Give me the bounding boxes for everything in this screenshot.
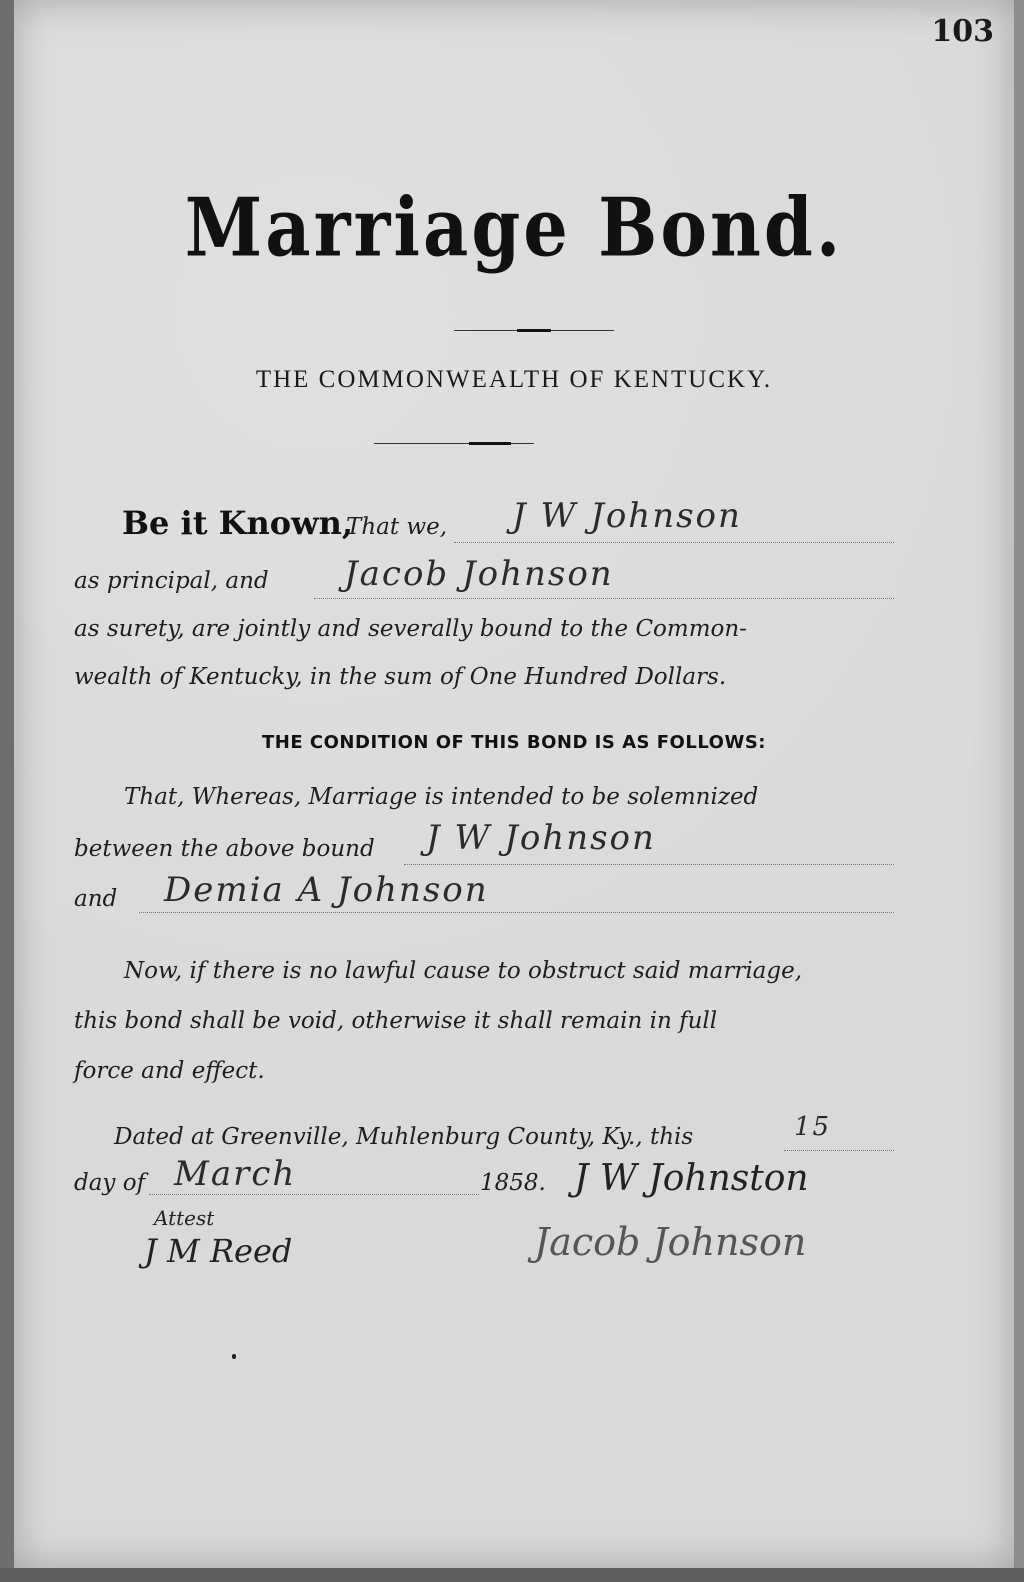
groom-name: J W Johnson <box>426 818 656 858</box>
condition-line-5: this bond shall be void, otherwise it shall remain in full <box>74 1008 718 1034</box>
principal-signature: J W Johnston <box>574 1158 809 1199</box>
be-it-known-heading: Be it Known, <box>122 504 353 542</box>
intro-line-4: wealth of Kentucky, in the sum of One Hundred Dollars. <box>74 664 727 690</box>
surety-line <box>314 598 894 599</box>
ornament-rule-bottom-center <box>469 442 511 445</box>
principal-line <box>454 542 894 543</box>
intro-line-3: as surety, are jointly and severally bound to the Common- <box>74 616 747 642</box>
condition-line-4: Now, if there is no lawful cause to obstruct said marriage, <box>124 958 803 984</box>
ink-speck <box>232 1354 236 1359</box>
document-page <box>14 0 1014 1568</box>
principal-name: J W Johnson <box>512 496 742 536</box>
condition-heading: THE CONDITION OF THIS BOND IS AS FOLLOWS: <box>262 732 766 753</box>
page-number: 103 <box>931 14 994 49</box>
clerk-note: Attest <box>154 1206 215 1230</box>
ornament-rule-top-center <box>517 329 551 332</box>
day-line <box>784 1150 894 1151</box>
surety-signature: Jacob Johnson <box>534 1220 807 1264</box>
commonwealth-heading: THE COMMONWEALTH OF KENTUCKY. <box>255 366 773 393</box>
surety-name: Jacob Johnson <box>344 554 614 594</box>
and-label: and <box>74 886 118 912</box>
scan-left-edge <box>0 0 14 1582</box>
day-of-label: day of <box>74 1170 146 1196</box>
that-we-text: That we, <box>346 514 448 540</box>
between-label: between the above bound <box>74 836 375 862</box>
dated-month: March <box>174 1154 297 1194</box>
condition-line-6: force and effect. <box>74 1058 265 1084</box>
as-principal-text: as principal, and <box>74 568 269 594</box>
dated-day: 15 <box>794 1112 832 1142</box>
dated-line: Dated at Greenville, Muhlenburg County, Ky., this <box>114 1124 694 1150</box>
document-title: Marriage Bond. <box>184 179 844 276</box>
groom-line <box>404 864 894 865</box>
month-line <box>149 1194 479 1195</box>
dated-year: 1858. <box>480 1170 546 1196</box>
condition-line-1: That, Whereas, Marriage is intended to be solemnized <box>124 784 759 810</box>
clerk-signature: J M Reed <box>144 1232 293 1270</box>
bride-line <box>139 912 894 913</box>
bride-name: Demia A Johnson <box>164 870 489 910</box>
scan-bottom-edge <box>0 1568 1024 1582</box>
